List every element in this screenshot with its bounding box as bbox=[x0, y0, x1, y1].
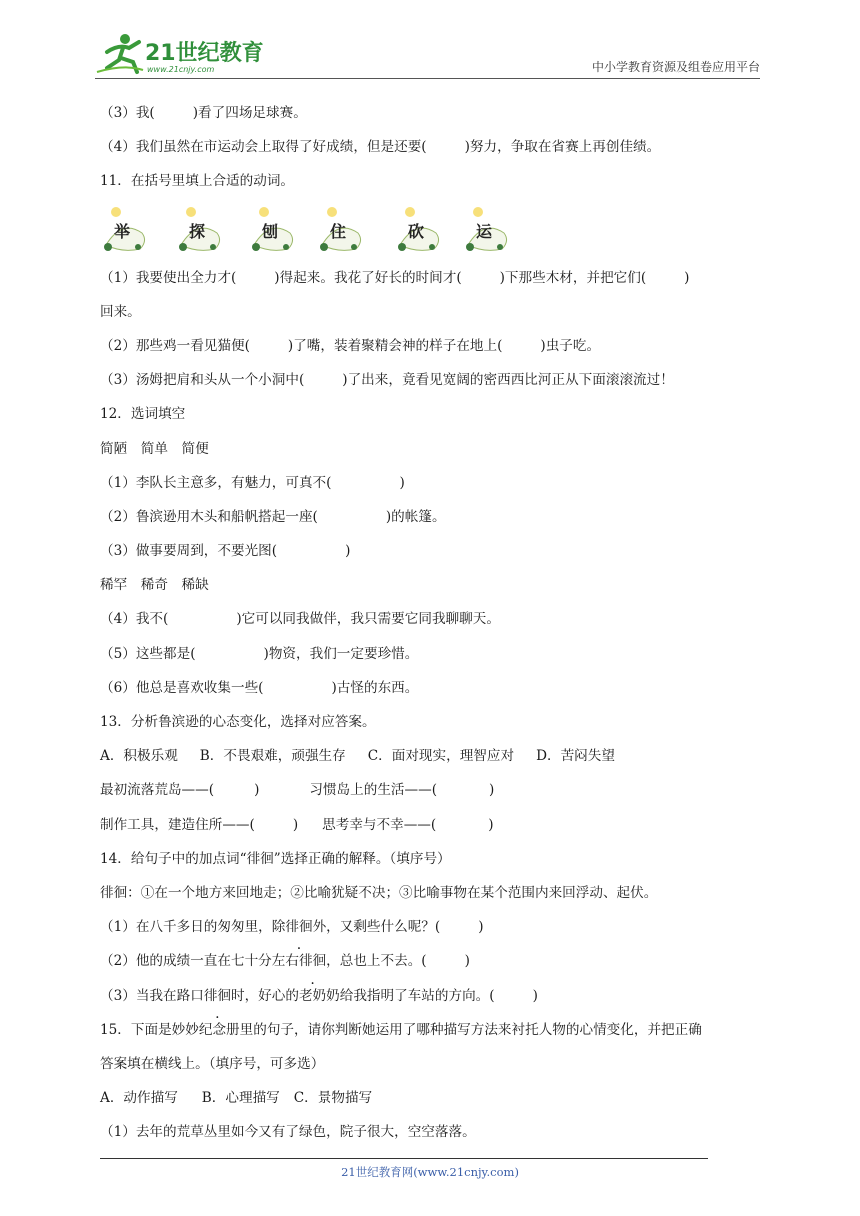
platform-name: 中小学教育资源及组卷应用平台 bbox=[591, 60, 760, 74]
q13-title: 13．分析鲁滨逊的心态变化，选择对应答案。 bbox=[100, 714, 376, 730]
q15-title-cont: 答案填在横线上。（填序号，可多选） bbox=[100, 1055, 325, 1072]
q14-item-1: （1）在八千多日的匆匆里，除徘徊外，又剩些什么呢？( ) bbox=[100, 910, 765, 944]
page-header bbox=[95, 30, 760, 78]
site-logo bbox=[95, 30, 265, 76]
q12-word-group-1: 简陋 简单 简便 bbox=[100, 440, 209, 457]
q12-item-2: （2）鲁滨逊用木头和船帆搭起一座( )的帐篷。 bbox=[100, 508, 446, 525]
word-chip: 刨 bbox=[250, 205, 296, 253]
q13-row-2: 制作工具，建造住所——( ) 思考幸与不幸——( ) bbox=[100, 816, 494, 833]
emphasized-word: 徘徊 bbox=[285, 919, 313, 936]
q15-item-1: （1）去年的荒草丛里如今又有了绿色，院子很大，空空落落。 bbox=[100, 1124, 476, 1141]
svg-text:www.21cnjy.com: www.21cnjy.com bbox=[147, 65, 215, 74]
q12-title: 12．选词填空 bbox=[100, 406, 186, 423]
word-chip: 砍 bbox=[396, 205, 442, 253]
header-divider bbox=[95, 78, 760, 79]
svg-text:21世纪教育: 21世纪教育 bbox=[145, 41, 264, 66]
q11-item-1: （1）我要使出全力才( )得起来。我花了好长的时间才( )下那些木材，并把它们( ) bbox=[100, 269, 690, 286]
q15-title: 15．下面是妙妙纪念册里的句子，请你判断她运用了哪种描写方法来衬托人物的心情变化，并把正确 bbox=[100, 1021, 702, 1038]
q15-options: A．动作描写 B．心理描写 C．景物描写 bbox=[100, 1090, 373, 1107]
q11-word-bank bbox=[100, 199, 765, 261]
q12-item-3: （3）做事要周到，不要光图( ) bbox=[100, 543, 351, 560]
q12-word-group-2: 稀罕 稀奇 稀缺 bbox=[100, 577, 209, 594]
word-chip: 探 bbox=[177, 205, 223, 253]
word-chip: 运 bbox=[464, 205, 510, 253]
word-chip: 住 bbox=[318, 205, 364, 253]
q12-item-5: （5）这些都是( )物资，我们一定要珍惜。 bbox=[100, 645, 419, 662]
worksheet-content bbox=[100, 96, 765, 1149]
q14-title: 14．给句子中的加点词“徘徊”选择正确的解释。（填序号） bbox=[100, 850, 451, 867]
q11-item-1-cont: 回来。 bbox=[100, 303, 141, 320]
footer-link[interactable]: 21世纪教育网(www.21cnjy.com) bbox=[341, 1165, 519, 1179]
q12-item-1: （1）李队长主意多，有魅力，可真不( ) bbox=[100, 474, 405, 491]
q12-item-6: （6）他总是喜欢收集一些( )古怪的东西。 bbox=[100, 679, 419, 696]
q13-options: A．积极乐观 B．不畏艰难，顽强生存 C．面对现实，理智应对 D．苦闷失望 bbox=[100, 748, 615, 765]
footer-divider bbox=[100, 1158, 708, 1159]
q14-item-3: （3）当我在路口徘徊时，好心的老奶奶给我指明了车站的方向。( ) bbox=[100, 979, 765, 1013]
q14-definition: 徘徊：①在一个地方来回地走；②比喻犹疑不决；③比喻事物在某个范围内来回浮动、起伏。 bbox=[100, 884, 658, 901]
q13-row-1: 最初流落荒岛——( ) 习惯岛上的生活——( ) bbox=[100, 782, 495, 799]
word-chip: 举 bbox=[102, 205, 148, 253]
q11-item-3: （3）汤姆把肩和头从一个小洞中( )了出来，竟看见宽阔的密西西比河正从下面滚滚流过！ bbox=[100, 372, 674, 389]
q11-item-2: （2）那些鸡一看见猫便( )了嘴，装着聚精会神的样子在地上( )虫子吃。 bbox=[100, 337, 601, 354]
q10-item-4: （4）我们虽然在市运动会上取得了好成绩，但是还要( )努力，争取在省赛上再创佳绩。 bbox=[100, 139, 661, 156]
emphasized-word: 徘徊 bbox=[203, 987, 231, 1004]
q12-item-4: （4）我不( )它可以同我做伴，我只需要它同我聊聊天。 bbox=[100, 611, 500, 628]
q14-item-2: （2）他的成绩一直在七十分左右徘徊，总也上不去。( ) bbox=[100, 944, 765, 978]
q10-item-3: （3）我( )看了四场足球赛。 bbox=[100, 105, 307, 121]
emphasized-word: 徘徊 bbox=[298, 953, 327, 970]
q11-title: 11．在括号里填上合适的动词。 bbox=[100, 173, 295, 190]
